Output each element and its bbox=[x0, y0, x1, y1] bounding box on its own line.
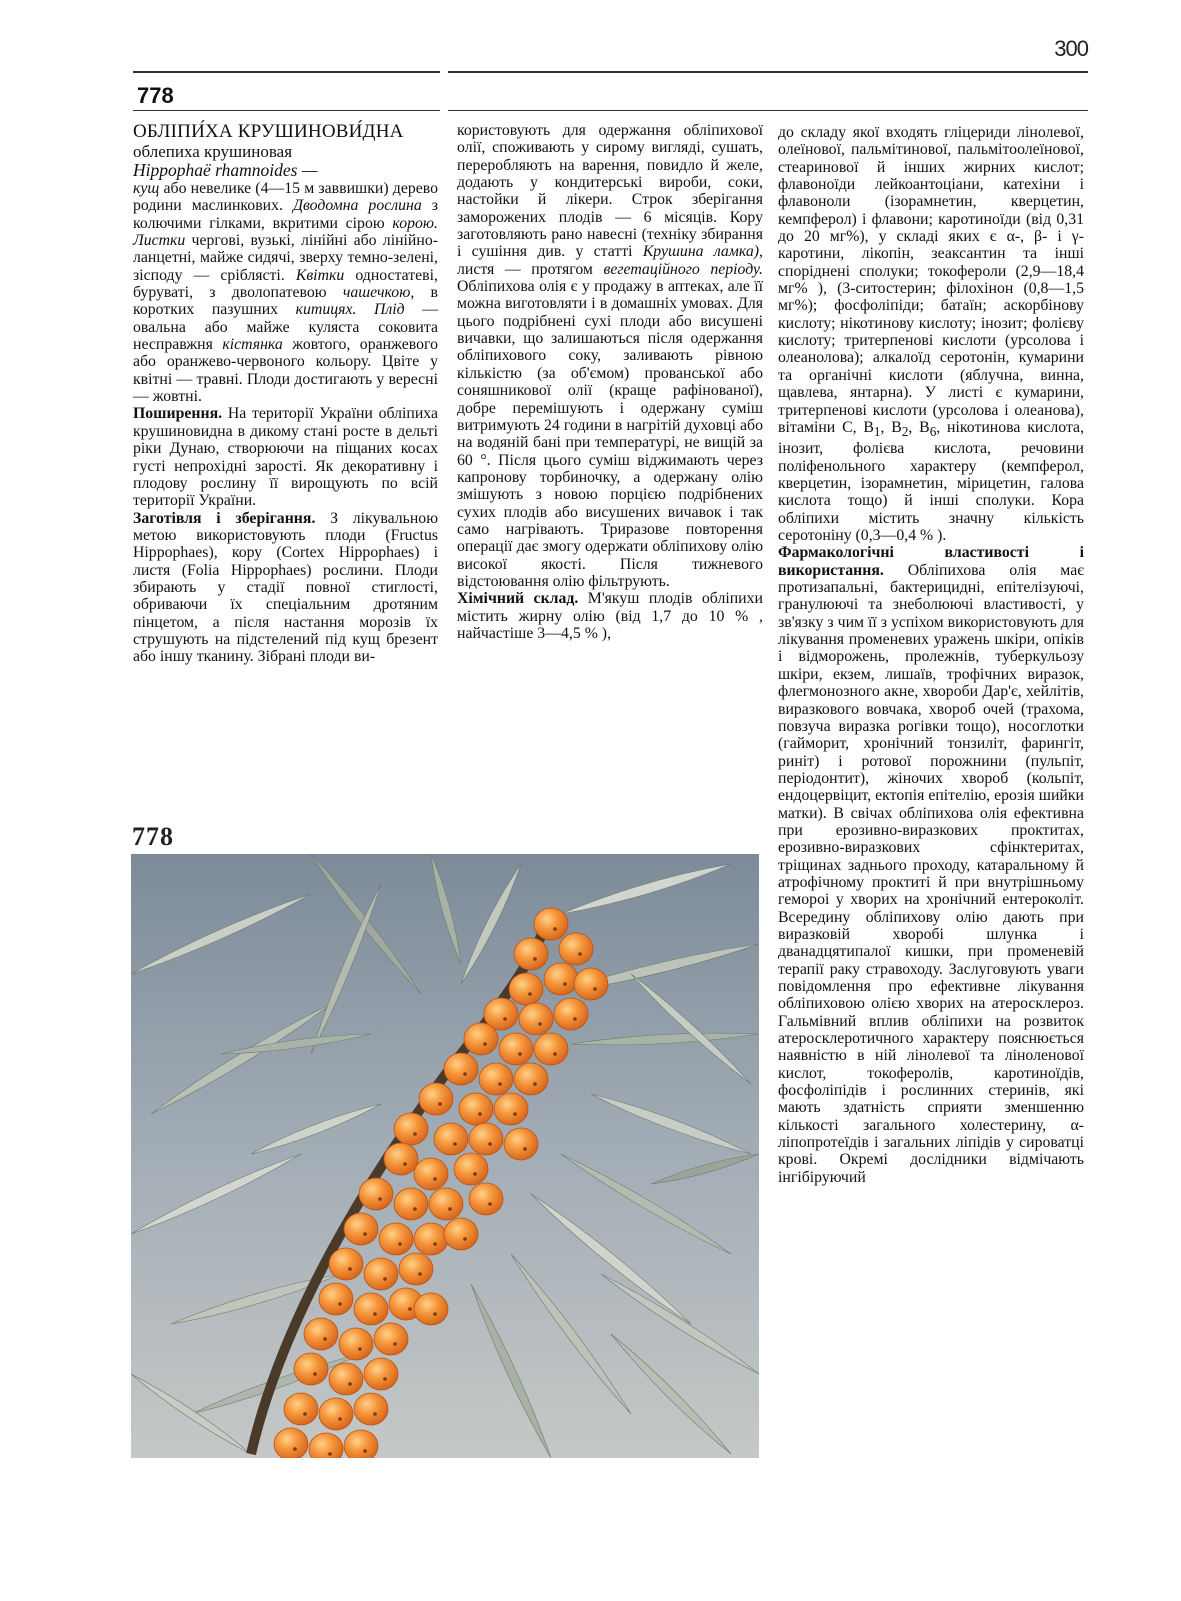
berry-dot bbox=[438, 1102, 442, 1106]
berry-dot bbox=[393, 1342, 397, 1346]
berry-dot bbox=[593, 987, 597, 991]
sea-buckthorn-photo bbox=[131, 854, 759, 1458]
berry bbox=[519, 1003, 553, 1035]
berry-dot bbox=[498, 1082, 502, 1086]
berry bbox=[304, 1318, 338, 1350]
berry bbox=[444, 1053, 478, 1085]
berry-dot bbox=[433, 1177, 437, 1181]
berry-dot bbox=[323, 1337, 327, 1341]
berry-dot bbox=[413, 1132, 417, 1136]
berry-dot bbox=[578, 952, 582, 956]
description-paragraph: кущ або невелике (4—15 м заввишки) дерево родини маслинкових. Дводомна рослина з колючими гілками, вкритими сірою корою. Листки чергові, вузькі, лінійні або лінійно-ланцетні, майже сидячі, зверху темно-зелені, зісподу — сріблясті. Квітки одностатеві, буруваті, з дволопатевою чашечкою, в коротких пазушних китицях. Плід — овальна або майже куляста соковита несправжня кістянка жовтого, оранжевого або оранжево-червоного кольору. Цвіте у квітні — травні. Плоди достигають у вересні — жовтні. bbox=[133, 180, 439, 406]
berry-dot bbox=[513, 1112, 517, 1116]
berry-dot bbox=[418, 1272, 422, 1276]
berry-dot bbox=[553, 1052, 557, 1056]
photo-label: 778 bbox=[132, 822, 174, 851]
entry-title: ОБЛІПИ́ХА КРУШИНОВИ́ДНА bbox=[133, 121, 404, 142]
berry-dot bbox=[553, 927, 557, 931]
berry-dot bbox=[473, 1172, 477, 1176]
berry bbox=[354, 1293, 388, 1325]
berry bbox=[319, 1283, 353, 1315]
header-rule-left bbox=[133, 71, 440, 73]
berry-dot bbox=[373, 1312, 377, 1316]
berry bbox=[479, 1063, 513, 1095]
berry bbox=[329, 1363, 363, 1395]
berry-dot bbox=[313, 1372, 317, 1376]
berry bbox=[364, 1258, 398, 1290]
harvest-paragraph: Заготівля і зберігання. З лікувальною метою використовують плоди (Fructus Hippophaes), кору (Cortex Hippophaes) і листя (Folia Hippophaes) рослини. Плоди збирають у стадії повної стиглості, обриваючи їх спеціальним дротяним пінцетом, а після настання морозів їх струшують на підстелений під кущ брезент або іншу тканину. Зібрані плоди ви- bbox=[133, 509, 439, 666]
berry bbox=[384, 1143, 418, 1175]
berry bbox=[414, 1293, 448, 1325]
berry bbox=[329, 1248, 363, 1280]
berry bbox=[559, 933, 593, 965]
section-heading: Заготівля і зберігання. bbox=[133, 509, 316, 527]
berry bbox=[444, 1218, 478, 1250]
berry-dot bbox=[538, 1022, 542, 1026]
berry-dot bbox=[523, 1147, 527, 1151]
berry bbox=[394, 1188, 428, 1220]
berry bbox=[379, 1223, 413, 1255]
berry-dot bbox=[433, 1312, 437, 1316]
berry-dot bbox=[478, 1112, 482, 1116]
berry-dot bbox=[463, 1072, 467, 1076]
photo-background bbox=[131, 854, 759, 1458]
column-2 bbox=[457, 122, 763, 642]
berry-dot bbox=[413, 1207, 417, 1211]
berry-dot bbox=[453, 1142, 457, 1146]
berry bbox=[434, 1123, 468, 1155]
berry bbox=[494, 1093, 528, 1125]
berry-dot bbox=[338, 1302, 342, 1306]
berry bbox=[464, 1023, 498, 1055]
berry-dot bbox=[348, 1267, 352, 1271]
berry-dot bbox=[303, 1412, 307, 1416]
section-heading: Фармакологічні властивості і використання. bbox=[778, 544, 1084, 579]
berry-dot bbox=[348, 1382, 352, 1386]
berry-dot bbox=[373, 1412, 377, 1416]
distribution-paragraph: Поширення. На території України обліпиха крушиновидна в дикому стані росте в дельті ріки Дунаю, створюючи на піщаних косах густі непрохідні зарості. Як декоративну і плодову рослину її вирощують по всій території України. bbox=[133, 405, 438, 510]
section-heading: Хімічний склад. bbox=[457, 590, 579, 608]
berry bbox=[374, 1323, 408, 1355]
berry bbox=[394, 1113, 428, 1145]
russian-name: облепиха крушиновая bbox=[133, 142, 293, 161]
berry bbox=[354, 1393, 388, 1425]
berry bbox=[339, 1328, 373, 1360]
entry-number: 778 bbox=[137, 83, 174, 108]
harvest-continued-paragraph: користовують для одержання обліпихової олії, споживають у сирому вигляді, сушать, переробляють на варення, повидло й желе, додають у кондитерські вироби, соки, настойки й лікери. Строк зберігання заморожених плодів — 6 місяців. Кору заготовляють рано навесні (техніку збирання і сушіння див. у статті Крушина ламка), листя — протягом вегетаційного періоду. Обліпихова олія є у продажу в аптеках, але її можна виготовляти і в домашніх умовах. Для цього подрібнені сухі плоди або висушені вичавки, що залишаються після одержання обліпихового соку, заливають рівною кількістю (за об'ємом) прованської або соняшникової олії (краще рафінованої), добре перемішують і одержану суміш витримують 24 години в нагрітій духовці або на водяній бані при температурі, не вищій за 60 °. Після цього суміш віджимають через капронову торбиночку, а одержану олію змішують з новою порцією подрібнених сухих плодів або висушених вичавок і так само нагрівають. Триразове повторення операції дає змогу одержати обліпихову олію високої якості. Після тижневого відстоювання олію фільтрують. bbox=[457, 122, 763, 590]
berry bbox=[414, 1223, 448, 1255]
berry-dot bbox=[398, 1242, 402, 1246]
berry-dot bbox=[528, 992, 532, 996]
berry-dot bbox=[328, 1452, 332, 1456]
berry bbox=[504, 1128, 538, 1160]
berry-dot bbox=[363, 1232, 367, 1236]
latin-name: Hippophaë rhamnoides — bbox=[133, 160, 318, 180]
composition-paragraph: Хімічний склад. М'якуш плодів обліпихи містить жирну олію (від 1,7 до 10 % , найчастіше 3—4,5 % ), bbox=[457, 590, 763, 642]
berry-dot bbox=[338, 1417, 342, 1421]
berry bbox=[294, 1353, 328, 1385]
berry bbox=[514, 1063, 548, 1095]
page-number: 300 bbox=[1054, 36, 1088, 61]
berry bbox=[514, 938, 548, 970]
berry bbox=[459, 1093, 493, 1125]
berry bbox=[344, 1430, 378, 1458]
composition-continued-paragraph: до складу якої входять гліцериди лінолевої, олеїнової, пальмітинової, пальмітоолеїнової, стеаринової й інших жирних кислот; флавоноїди лейкоантоціани, катехіни і флавоноли (ізорамнетин, кверцетин, кемпферол) і флавони; каротиноїди (від 0,31 до 20 мг%), у складі яких є α-, β- і γ-каротини, лікопін, зеаксантин та інші споріднені сполуки; токофероли (2,9—18,4 мг% ), (3-ситостерин; філохінон (0,8—1,5 мг%); фосфоліпіди; батаїн; аскорбінову кислоту; нікотинову кислоту; інозит; фолієву кислоту; тритерпенові кислоти (урсолова і олеанолова); алкалоїд серотонін, кумарини та органічні кислоти (яблучна, винна, щавлева, янтарна). У листі є кумарини, тритерпенові кислоти (урсолова і олеанова), вітаміни С, $В_1$, $В_2$, $В_6$, нікотинова кислота, інозит, фолієва кислота, речовини поліфенольного характеру (кемпферол, кверцетин, ізорамнетин, мірицетин, галова кислота тощо) й інші сполуки. Кора обліпихи містить значну кількість серотоніну (0,3—0,4 % ). bbox=[778, 124, 1085, 545]
berry-dot bbox=[293, 1447, 297, 1451]
berry-dot bbox=[573, 1017, 577, 1021]
column-3 bbox=[778, 124, 1084, 1186]
berry bbox=[454, 1153, 488, 1185]
berry-dot bbox=[403, 1162, 407, 1166]
berry bbox=[419, 1083, 453, 1115]
berry-dot bbox=[358, 1347, 362, 1351]
section-heading: Поширення. bbox=[133, 405, 223, 423]
berry-dot bbox=[463, 1237, 467, 1241]
berry-dot bbox=[533, 1082, 537, 1086]
berry-dot bbox=[503, 1017, 507, 1021]
berry-dot bbox=[483, 1042, 487, 1046]
berry bbox=[499, 1033, 533, 1065]
berry-dot bbox=[433, 1242, 437, 1246]
berry bbox=[574, 968, 608, 1000]
berry bbox=[319, 1398, 353, 1430]
berry-dot bbox=[488, 1202, 492, 1206]
berry-dot bbox=[383, 1277, 387, 1281]
entry-rule bbox=[133, 110, 440, 111]
berry-dot bbox=[448, 1207, 452, 1211]
header-rule-right bbox=[448, 71, 1088, 73]
berry-dot bbox=[378, 1197, 382, 1201]
entry-rule-right bbox=[448, 110, 1088, 111]
berry bbox=[509, 973, 543, 1005]
pharmacology-paragraph: Фармакологічні властивості і використання. Обліпихова олія має протизапальні, бактерицидні, епітелізуючі, гранулюючі та знеболюючі властивості, у зв'язку з чим її з успіхом використовують для лікування променевих уражень шкіри, опіків і відморожень, пролежнів, туберкульозу шкіри, екзем, лишаїв, трофічних виразок, флегмонозного акне, хвороби Дар'є, хейлітів, виразкового вовчака, хвороб очей (трахома, повзуча виразка рогівки тощо), носоглотки (гайморит, хронічний тонзиліт, фарингіт, риніт) і ротової порожнини (пульпіт, періодонтит), жіночих хвороб (кольпіт, ендоцервіцит, ектопія епітелію, ерозія шийки матки). В свічах обліпихова олія ефективна при ерозивно-виразкових проктитах, ерозивно-виразкових сфінктеритах, тріщинах заднього проходу, катаральному й атрофічному проктиті й при внутрішньому гемороі у хворих на хронічний ентероколіт. Всередину обліпихову олію дають при виразковій хворобі шлунка і дванадцятипалої кишки, при променевій терапії раку стравоходу. Заслуговують уваги повідомлення про ефективне лікування обліпиховою олією хворих на атеросклероз. Гальмівний вплив обліпихи на розвиток атеросклеротичного характеру пояснюється наявністю в ній лінолевої та ліноленової кислот, токоферолів, каротиноїдів, фосфоліпідів і рослинних стеринів, які мають здатність сприяти зменшенню кількості загального холестерину, α-ліпопротеїдів і загальних ліпідів у сироватці крові. Окремі дослідники відмічають інгібіруючий bbox=[778, 544, 1084, 1186]
berry bbox=[469, 1123, 503, 1155]
term: кущ bbox=[133, 180, 160, 197]
berry-dot bbox=[518, 1052, 522, 1056]
berry bbox=[274, 1428, 308, 1458]
sea-buckthorn-illustration bbox=[131, 854, 759, 1458]
berry-dot bbox=[383, 1377, 387, 1381]
berry bbox=[399, 1253, 433, 1285]
berry bbox=[469, 1183, 503, 1215]
berry bbox=[359, 1178, 393, 1210]
berry bbox=[534, 1033, 568, 1065]
berry bbox=[554, 998, 588, 1030]
berry-dot bbox=[563, 982, 567, 986]
berry bbox=[429, 1188, 463, 1220]
berry bbox=[344, 1213, 378, 1245]
berry-dot bbox=[533, 957, 537, 961]
berry bbox=[534, 908, 568, 940]
berry bbox=[284, 1393, 318, 1425]
berry-dot bbox=[408, 1307, 412, 1311]
berry-dot bbox=[363, 1449, 367, 1453]
berry bbox=[414, 1158, 448, 1190]
berry-dot bbox=[488, 1142, 492, 1146]
column-1 bbox=[133, 122, 438, 666]
berry bbox=[544, 963, 578, 995]
berry bbox=[364, 1358, 398, 1390]
